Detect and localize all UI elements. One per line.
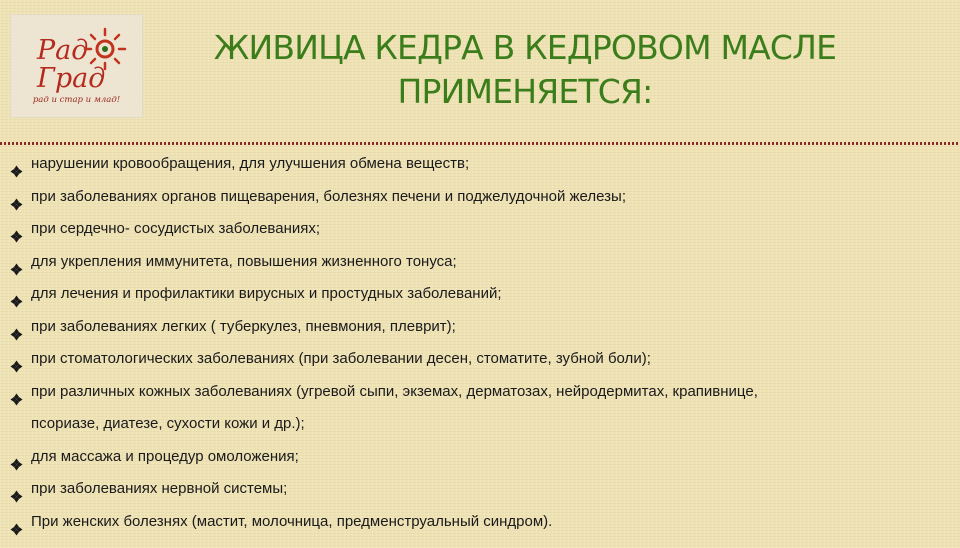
- list-item: [10, 441, 950, 474]
- list-item-text: при стоматологических заболеваниях (при заболевании десен, стоматите, зубной боли);: [31, 350, 651, 367]
- logo-word-bottom: Град: [37, 63, 106, 94]
- diamond-bullet-icon: [10, 191, 23, 204]
- diamond-bullet-icon: [10, 353, 23, 366]
- page-title-line-2: ПРИМЕНЯЕТСЯ:: [397, 72, 653, 111]
- logo-tagline: рад и стар и млад!: [32, 95, 121, 105]
- list-item-text: нарушении кровообращения, для улучшения обмена веществ;: [31, 155, 470, 172]
- list-item: [10, 311, 950, 344]
- title-divider: [0, 142, 960, 145]
- list-item: [10, 343, 950, 376]
- usage-list: [10, 148, 950, 538]
- list-item: [10, 148, 950, 181]
- list-item-text: При женских болезнях (мастит, молочница, предменструальный синдром).: [31, 512, 553, 530]
- diamond-bullet-icon: [10, 256, 23, 269]
- logo-mark: [11, 15, 142, 95]
- diamond-bullet-icon: [10, 516, 23, 529]
- diamond-bullet-icon: [10, 451, 23, 464]
- list-item: [10, 376, 950, 441]
- logo: [10, 14, 143, 118]
- list-item-text: при различных кожных заболеваниях (угревой сыпи, экземах, дерматозах, нейродермитах, крапивнице,: [31, 382, 758, 400]
- list-item-text: при заболеваниях нервной системы;: [31, 480, 288, 497]
- diamond-bullet-icon: [10, 288, 23, 301]
- list-item: [10, 473, 950, 506]
- list-item: [10, 213, 950, 246]
- list-item: [10, 181, 950, 214]
- list-item-text: для массажа и процедур омоложения;: [31, 447, 299, 465]
- list-item: [10, 278, 950, 311]
- diamond-bullet-icon: [10, 483, 23, 496]
- list-item-text: при сердечно- сосудистых заболеваниях;: [31, 220, 321, 237]
- list-item: [10, 506, 950, 539]
- list-item: [10, 246, 950, 279]
- list-item-text: для укрепления иммунитета, повышения жизненного тонуса;: [31, 252, 457, 270]
- list-item-text: при заболеваниях легких ( туберкулез, пневмония, плеврит);: [31, 317, 456, 335]
- logo-word-top: Рад: [37, 35, 89, 66]
- page-title: [150, 26, 900, 114]
- list-item-text-continued: псориазе, диатезе, сухости кожи и др.);: [31, 415, 305, 432]
- diamond-bullet-icon: [10, 223, 23, 236]
- list-item-text: при заболеваниях органов пищеварения, болезнях печени и поджелудочной железы;: [31, 187, 626, 205]
- page-title-line-1: ЖИВИЦА КЕДРА В КЕДРОВОМ МАСЛЕ: [213, 28, 837, 67]
- diamond-bullet-icon: [10, 158, 23, 171]
- diamond-bullet-icon: [10, 386, 23, 399]
- sun-icon: [85, 29, 125, 69]
- diamond-bullet-icon: [10, 321, 23, 334]
- list-item-text: для лечения и профилактики вирусных и простудных заболеваний;: [31, 285, 502, 302]
